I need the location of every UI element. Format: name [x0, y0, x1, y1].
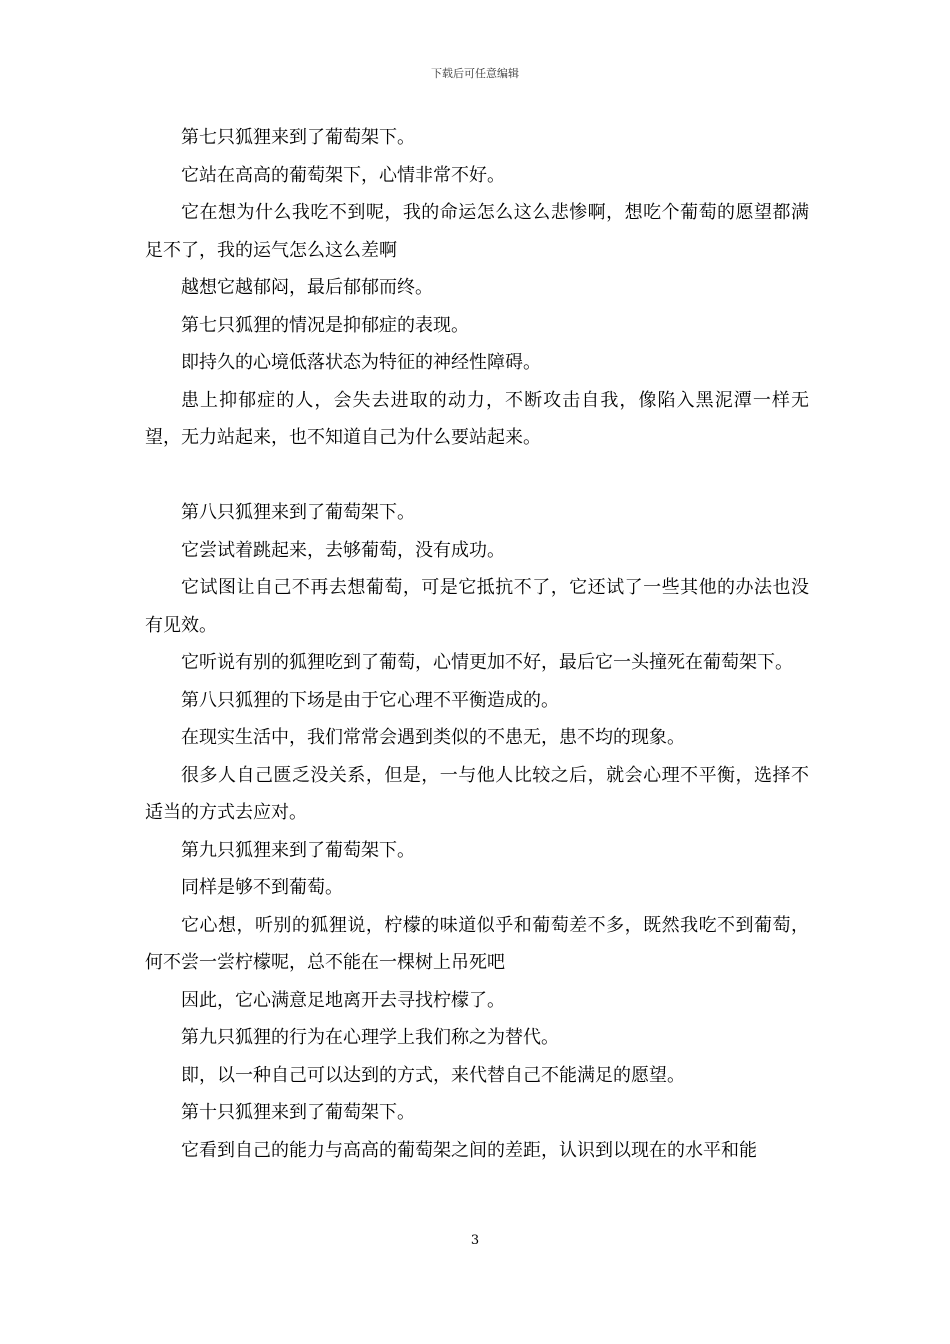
paragraph: 第十只狐狸来到了葡萄架下。 — [181, 1102, 415, 1123]
paragraph: 它听说有别的狐狸吃到了葡萄，心情更加不好，最后它一头撞死在葡萄架下。 — [181, 652, 793, 673]
paragraph: 即持久的心境低落状态为特征的神经性障碍。 — [181, 352, 541, 373]
paragraph: 它站在高高的葡萄架下，心情非常不好。 — [181, 164, 505, 186]
paragraph: 第七只狐狸的情况是抑郁症的表现。 — [181, 314, 469, 336]
paragraph: 因此，它心满意足地离开去寻找柠檬了。 — [181, 989, 505, 1011]
page-header: 下载后可任意编辑 — [431, 67, 519, 80]
paragraph: 第七只狐狸来到了葡萄架下。 — [181, 127, 415, 148]
paragraph: 它尝试着跳起来，去够葡萄，没有成功。 — [181, 539, 505, 561]
paragraph: 它在想为什么我吃不到呢，我的命运怎么这么悲惨啊，想吃个葡萄的愿望都满足不了，我的运气怎么这么差啊 — [145, 202, 809, 261]
paragraph: 同样是够不到葡萄。 — [181, 877, 343, 898]
paragraph: 越想它越郁闷，最后郁郁而终。 — [181, 277, 433, 298]
paragraph: 在现实生活中，我们常常会遇到类似的不患无，患不均的现象。 — [181, 727, 685, 748]
paragraph: 即，以一种自己可以达到的方式，来代替自己不能满足的愿望。 — [181, 1064, 685, 1086]
paragraph: 它看到自己的能力与高高的葡萄架之间的差距，认识到以现在的水平和能 — [181, 1139, 757, 1161]
blank-line — [145, 457, 809, 495]
paragraph: 很多人自己匮乏没关系，但是，一与他人比较之后，就会心理不平衡，选择不适当的方式去应对。 — [145, 764, 809, 823]
paragraph: 患上抑郁症的人，会失去进取的动力，不断攻击自我，像陷入黑泥潭一样无望，无力站起来，也不知道自己为什么要站起来。 — [145, 389, 809, 448]
document-body — [145, 119, 809, 1169]
paragraph: 它心想，听别的狐狸说，柠檬的味道似乎和葡萄差不多，既然我吃不到葡萄，何不尝一尝柠檬呢，总不能在一棵树上吊死吧 — [145, 914, 809, 973]
paragraph: 它试图让自己不再去想葡萄，可是它抵抗不了，它还试了一些其他的办法也没有见效。 — [145, 577, 809, 636]
paragraph: 第九只狐狸来到了葡萄架下。 — [181, 839, 415, 861]
page-number: 3 — [470, 1233, 480, 1248]
paragraph: 第八只狐狸来到了葡萄架下。 — [181, 502, 415, 523]
paragraph: 第八只狐狸的下场是由于它心理不平衡造成的。 — [181, 689, 559, 711]
paragraph: 第九只狐狸的行为在心理学上我们称之为替代。 — [181, 1027, 559, 1048]
